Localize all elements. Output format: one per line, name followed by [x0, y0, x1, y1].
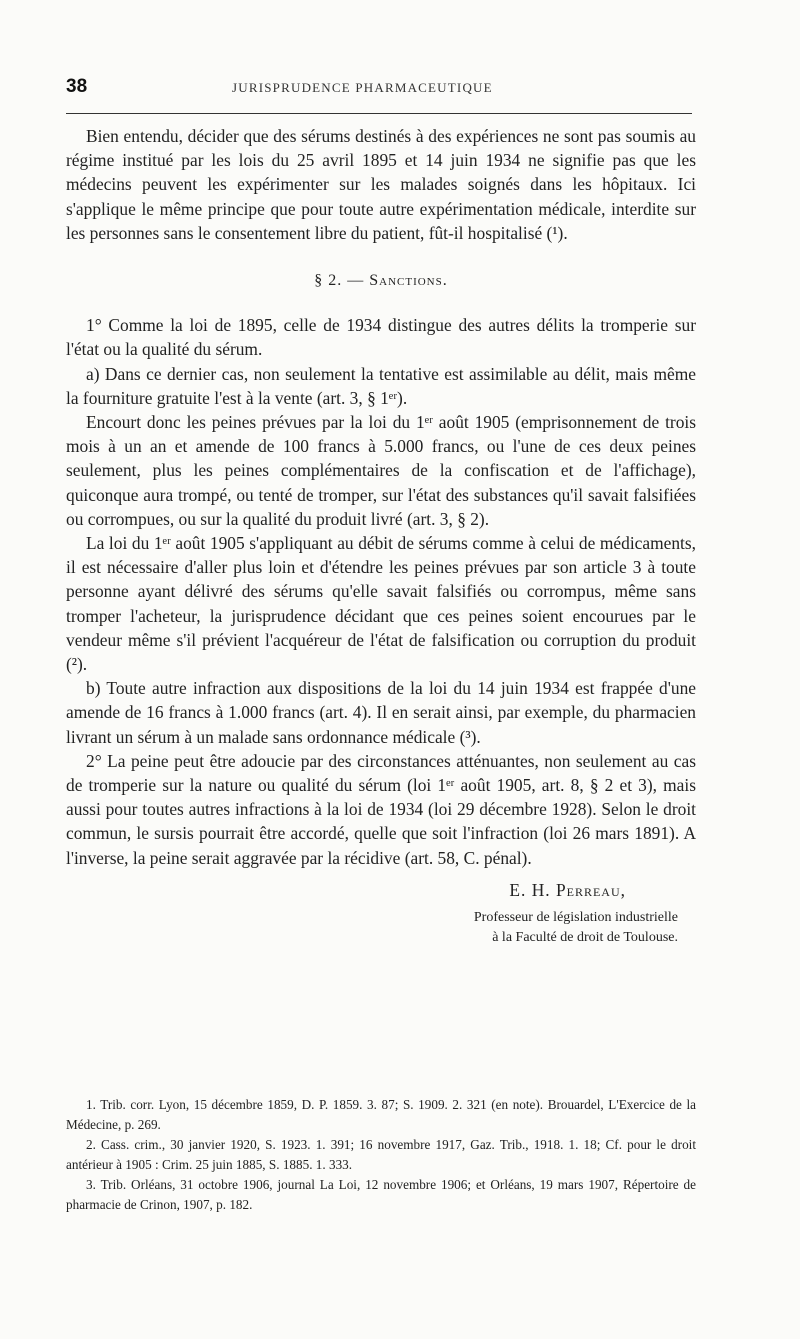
paragraph: Bien entendu, décider que des sérums destinés à des expériences ne sont pas soumis au régime institué par les lois du 25 avril 1895 et 14 juin 1934 ne signifie pas que les médecins peuvent les expérimenter sur les malades soignés dans les hôpitaux. Ici s'applique le même principe que pour toute autre expérimentation médicale, interdite sur les personnes sans le consentement libre du patient, fût-il hospitalisé (¹).	[66, 126, 696, 243]
running-title: JURISPRUDENCE PHARMACEUTIQUE	[232, 80, 493, 95]
section-heading	[66, 269, 696, 293]
header-rule	[66, 113, 692, 114]
paragraph: La loi du 1ᵉʳ août 1905 s'appliquant au débit de sérums comme à celui de médicaments, il est nécessaire d'aller plus loin et d'étendre les peines prévues par son article 3 à toute personne ayant délivré des sérums qu'elle savait falsifiés ou corrompus, même sans tromper l'acheteur, la jurisprudence décidant que ces peines soient encourues par le vendeur même s'il prévient l'acquéreur de l'état de falsification ou corruption du produit (²).	[66, 533, 696, 675]
signature-initials: E. H.	[509, 879, 551, 900]
section-number: § 2. —	[314, 272, 365, 290]
paragraph: b) Toute autre infraction aux dispositions de la loi du 14 juin 1934 est frappée d'une amende de 16 francs à 1.000 francs (art. 4). Il en serait ainsi, par exemple, du pharmacien livrant un sérum à un malade sans ordonnance médicale (³).	[66, 678, 696, 747]
paragraph: 1° Comme la loi de 1895, celle de 1934 distingue des autres délits la tromperie sur l'état ou la qualité du sérum.	[66, 315, 696, 360]
signature-affiliation: à la Faculté de droit de Toulouse.	[492, 930, 678, 946]
signature-role: Professeur de législation industrielle	[473, 910, 678, 926]
signature-name	[66, 878, 626, 902]
footnotes	[66, 1095, 696, 1215]
footnote-3: 3. Trib. Orléans, 31 octobre 1906, journal La Loi, 12 novembre 1906; et Orléans, 19 mars 1907, Répertoire de pharmacie de Crinon, 1907, p. 182.	[66, 1177, 696, 1212]
page-number: 38	[66, 76, 88, 97]
footnote-2: 2. Cass. crim., 30 janvier 1920, S. 1923. 1. 391; 16 novembre 1917, Gaz. Trib., 1918. 1. 18; Cf. pour le droit antérieur à 1905 : Crim. 25 juin 1885, S. 1885. 1. 333.	[66, 1137, 696, 1172]
body-text	[66, 124, 696, 948]
paragraph: 2° La peine peut être adoucie par des circonstances atténuantes, non seulement au cas de tromperie sur la nature ou qualité du sérum (loi 1ᵉʳ août 1905, art. 8, § 2 et 3), mais aussi pour toutes autres infractions à la loi de 1934 (loi 29 décembre 1928). Selon le droit commun, le sursis pourrait être accordé, quelle que soit l'infraction (loi 26 mars 1891). A l'inverse, la peine serait aggravée par la récidive (art. 58, C. pénal).	[66, 750, 696, 868]
footnote-1: 1. Trib. corr. Lyon, 15 décembre 1859, D. P. 1859. 3. 87; S. 1909. 2. 321 (en note). Brouardel, L'Exercice de la Médecine, p. 269.	[66, 1097, 696, 1132]
paragraph: Encourt donc les peines prévues par la loi du 1ᵉʳ août 1905 (emprisonnement de trois mois à un an et amende de 100 francs à 5.000 francs, ou l'une de ces deux peines seulement, plus les peines complémentaires de la confiscation et de l'affichage), quiconque aura trompé, ou tenté de tromper, sur l'état des substances qu'il savait falsifiées ou corrompues, ou sur la qualité du produit livré (art. 3, § 2).	[66, 412, 696, 529]
signature-surname: Perreau,	[555, 879, 626, 900]
paragraph: a) Dans ce dernier cas, non seulement la tentative est assimilable au délit, mais même la fourniture gratuite l'est à la vente (art. 3, § 1ᵉʳ).	[66, 363, 696, 408]
section-title: Sanctions.	[369, 272, 448, 290]
